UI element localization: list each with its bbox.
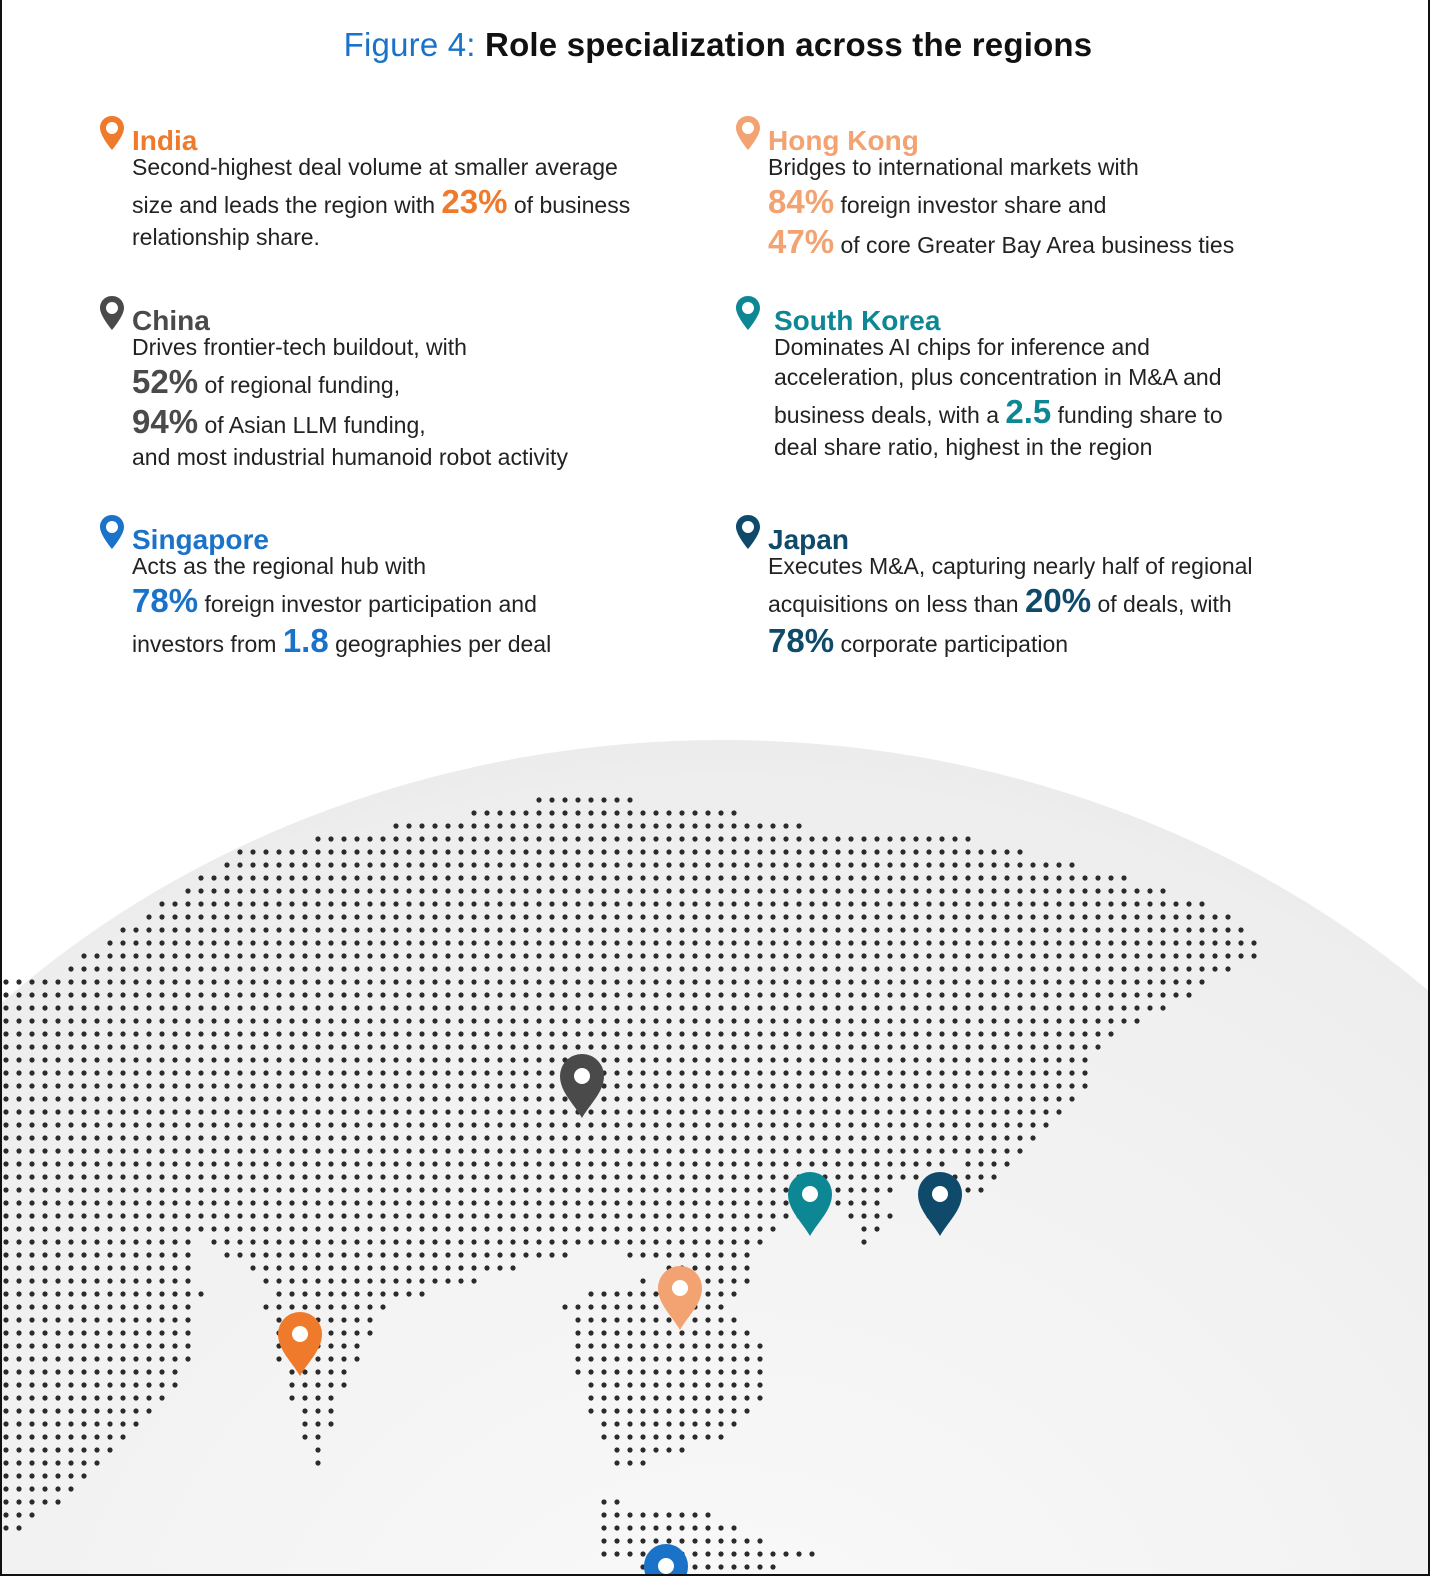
region-india [98,112,718,252]
region-name-india: India [132,125,198,156]
map-pin-hole [672,1280,688,1296]
hk-stat-value-1: 84% [768,183,835,220]
japan-line-3: 78% corporate participation [768,622,1069,659]
hk-stat-value-2: 47% [768,223,835,260]
china-stat-value-2: 94% [132,403,199,440]
korea-line-1: Dominates AI chips for inference and [774,334,1150,360]
china-line-2: 52% of regional funding, [132,363,401,400]
india-stat-value: 23% [441,183,508,220]
figure-label: Figure 4: [343,26,476,63]
map-pin-hole [658,1558,674,1574]
hk-line-3: 47% of core Greater Bay Area business ties [768,223,1235,260]
region-south-korea [734,292,1354,462]
region-singapore [98,511,718,661]
korea-stat-value: 2.5 [1005,393,1052,430]
china-line-4: and most industrial humanoid robot activity [132,444,568,470]
map-pin-hole [292,1326,308,1342]
map-pin-icon [98,294,126,332]
figure-title [2,26,1430,64]
map-pin-icon [734,294,762,332]
japan-line-1: Executes M&A, capturing nearly half of regional [768,553,1253,579]
region-name-singapore: Singapore [132,524,269,555]
sg-line-1: Acts as the regional hub with [132,553,427,579]
region-name-hong-kong: Hong Kong [768,125,919,156]
japan-line-2: acquisitions on less than 20% of deals, with [768,582,1232,619]
sg-stat-value-2: 1.8 [282,622,329,659]
map-pin-hole [802,1186,818,1202]
sg-stat-value-1: 78% [132,582,199,619]
korea-line-4: deal share ratio, highest in the region [774,434,1153,460]
sg-line-3: investors from 1.8 geographies per deal [132,622,552,659]
korea-line-2: acceleration, plus concentration in M&A and [774,364,1222,390]
region-name-japan: Japan [768,524,849,555]
hk-line-2: 84% foreign investor share and [768,183,1107,220]
globe-sphere [2,740,1430,1576]
map-pin-icon [734,513,762,551]
figure-heading: Role specialization across the regions [485,26,1093,63]
map-pin-hole [574,1068,590,1084]
china-line-3: 94% of Asian LLM funding, [132,403,426,440]
region-name-china: China [132,305,210,336]
korea-line-3: business deals, with a 2.5 funding share to [774,393,1223,430]
map-pin-hole [932,1186,948,1202]
india-line-2: size and leads the region with 23% of business [132,183,631,220]
region-name-south-korea: South Korea [774,305,941,336]
india-line-1: Second-highest deal volume at smaller average [132,154,618,180]
map-pin-icon [734,114,762,152]
japan-stat-value-1: 20% [1025,582,1092,619]
region-hong-kong [734,112,1354,262]
japan-stat-value-2: 78% [768,622,835,659]
dotted-globe-map [2,740,1430,1576]
sg-line-2: 78% foreign investor participation and [132,582,537,619]
india-line-3: relationship share. [132,224,320,250]
map-pin-icon [98,513,126,551]
china-line-1: Drives frontier-tech buildout, with [132,334,467,360]
map-pin-icon [98,114,126,152]
region-japan [734,511,1354,661]
china-stat-value-1: 52% [132,363,199,400]
hk-line-1: Bridges to international markets with [768,154,1139,180]
region-china [98,292,718,472]
